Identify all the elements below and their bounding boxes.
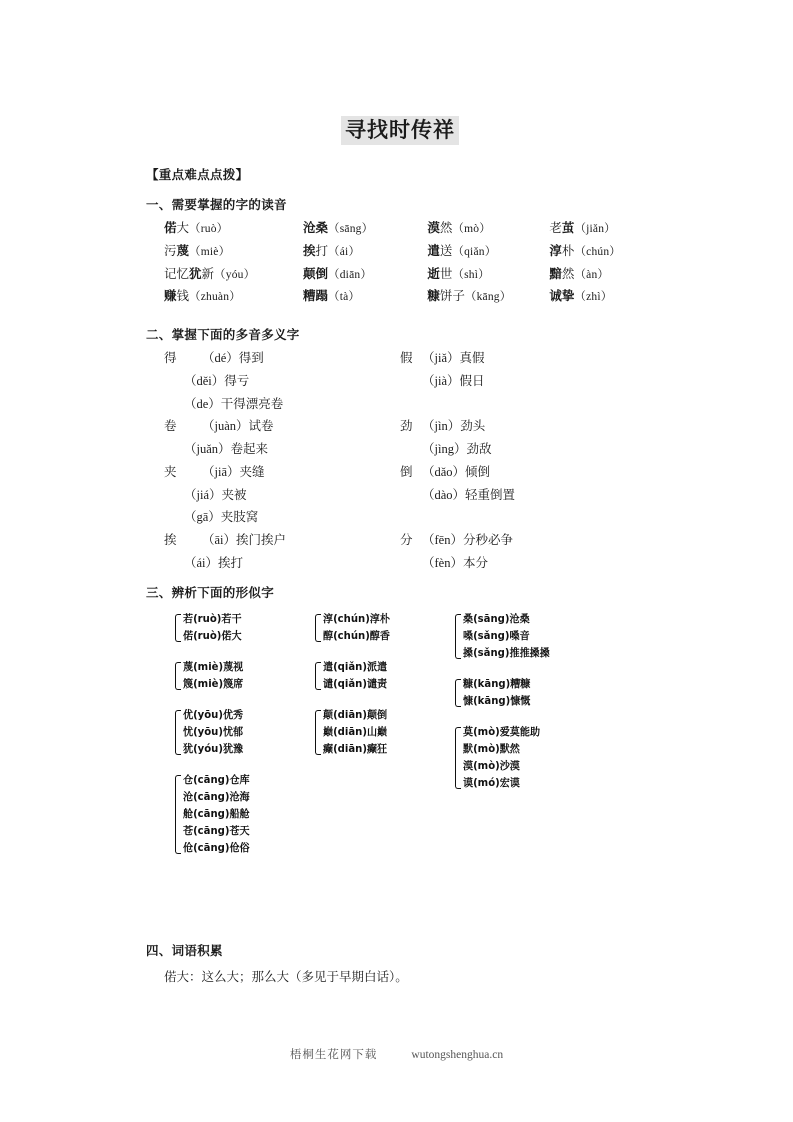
- polyphone-reading: （juǎn）卷起来: [184, 442, 269, 457]
- polyphone-left: [146, 352, 400, 366]
- section-2-heading: 二、掌握下面的多音多义字: [146, 328, 300, 343]
- word-key-character: 偌: [164, 221, 177, 236]
- polyphone-left: [146, 489, 400, 503]
- pinyin-text: （qiǎn）: [452, 245, 497, 258]
- word-suffix: 送: [439, 243, 453, 258]
- similar-character-group: [174, 659, 316, 693]
- pronunciation-cell: [427, 245, 549, 268]
- pronunciation-table: [146, 222, 654, 313]
- table-row: [146, 222, 654, 245]
- bracket-heading: 【重点难点点拨】: [146, 168, 249, 183]
- polyphone-reading: （jìng）劲敌: [422, 442, 492, 457]
- vocabulary-entry: 偌大：这么大；那么大（多见于早期白话）。: [164, 969, 408, 984]
- similar-character-group: [174, 707, 316, 758]
- table-row: [146, 245, 654, 268]
- pronunciation-cell: [427, 268, 549, 291]
- polyphone-reading: （jiǎ）真假: [422, 351, 485, 366]
- polyphone-right: [400, 489, 515, 503]
- polyphone-reading: （gā）夹肢窝: [184, 510, 259, 525]
- polyphone-row: [146, 511, 654, 525]
- polyphone-row: [146, 375, 654, 389]
- similar-character-line: 巅(diān)山巅: [323, 725, 388, 738]
- polyphone-row: [146, 534, 654, 548]
- similar-character-line: 舱(cāng)船舱: [183, 807, 250, 820]
- similar-character-line: 默(mò)默然: [463, 742, 520, 755]
- polyphone-row: [146, 466, 654, 480]
- similar-character-line: 嗓(sǎng)嗓音: [463, 629, 530, 642]
- pinyin-text: （àn）: [574, 268, 610, 281]
- section-4-heading: 四、词语积累: [146, 943, 223, 958]
- word-suffix: 钱: [176, 289, 190, 304]
- polyphone-head-character: 夹: [164, 464, 177, 479]
- polyphone-group: [146, 420, 654, 457]
- word-key-character: 犹: [189, 266, 202, 281]
- polyphone-row: [146, 352, 654, 366]
- pinyin-text: （sāng）: [328, 223, 374, 236]
- pronunciation-cell: [146, 268, 303, 291]
- pronunciation-cell: [303, 222, 427, 245]
- pronunciation-cell: [549, 245, 654, 268]
- word-suffix: 打: [315, 243, 329, 258]
- word-key-character: 淳: [549, 243, 562, 258]
- pronunciation-cell: [146, 245, 303, 268]
- word-key-character: 挨: [303, 243, 316, 258]
- word-suffix: 新: [201, 266, 215, 281]
- word-prefix: 记忆: [164, 266, 190, 281]
- word-key-character: 诚挚: [549, 289, 575, 304]
- polyphone-reading: （děi）得亏: [184, 373, 250, 388]
- similar-column-1: [174, 611, 316, 871]
- polyphone-group: [146, 352, 654, 411]
- word-suffix: 大: [176, 221, 190, 236]
- word-suffix: 然: [439, 221, 453, 236]
- similar-character-group: [174, 772, 316, 857]
- similar-character-line: 优(yōu)优秀: [183, 708, 244, 721]
- similar-character-line: 偌(ruò)偌大: [183, 629, 242, 642]
- pinyin-text: （mò）: [452, 223, 491, 236]
- pronunciation-cell: [549, 268, 654, 291]
- pinyin-text: （ruò）: [189, 223, 229, 236]
- pinyin-text: （jiǎn）: [574, 223, 616, 236]
- similar-character-line: 颠(diān)颠倒: [323, 708, 388, 721]
- polyphone-head-character: 假: [400, 351, 413, 366]
- similar-character-group: [174, 611, 316, 645]
- polyphone-reading: （ái）挨打: [184, 555, 244, 570]
- polyphone-head-character: 倒: [400, 464, 413, 479]
- word-key-character: 糠: [427, 289, 440, 304]
- polyphone-right: [400, 398, 422, 412]
- polyphone-reading: （fèn）本分: [422, 555, 488, 570]
- pronunciation-cell: [303, 268, 427, 291]
- footer-url[interactable]: wutongshenghua.cn: [411, 1049, 504, 1061]
- pronunciation-cell: [303, 245, 427, 268]
- pinyin-text: （miè）: [189, 245, 231, 258]
- similar-column-2: [314, 611, 454, 772]
- polyphone-right: [400, 443, 491, 457]
- polyphone-right: [400, 420, 485, 434]
- word-key-character: 黯: [549, 266, 562, 281]
- table-row: [146, 290, 654, 313]
- document-content: [146, 118, 654, 986]
- pinyin-text: （diān）: [328, 268, 373, 281]
- word-suffix: 朴: [561, 243, 575, 258]
- similar-character-line: 篾(miè)篾席: [183, 677, 244, 690]
- similar-character-group: [314, 707, 454, 758]
- word-key-character: 赚: [164, 289, 177, 304]
- polyphone-reading: （āi）挨门挨户: [202, 533, 287, 548]
- similar-character-line: 糠(kāng)糟糠: [463, 677, 531, 690]
- polyphone-reading: （jiá）夹被: [184, 487, 247, 502]
- word-key-character: 沧桑: [303, 221, 329, 236]
- similar-characters-area: [146, 611, 654, 929]
- polyphone-head-character: 得: [164, 351, 177, 366]
- polyphone-row: [146, 420, 654, 434]
- word-suffix: 饼子: [439, 289, 465, 304]
- polyphone-reading: （dé）得到: [202, 351, 264, 366]
- page-footer: [0, 1046, 793, 1062]
- similar-character-group: [454, 724, 614, 792]
- polyphone-reading: （jià）假日: [422, 373, 485, 388]
- polyphone-reading: （jiā）夹缝: [202, 464, 265, 479]
- polyphone-group: [146, 466, 654, 525]
- similar-character-line: 遣(qiǎn)派遣: [323, 660, 388, 673]
- similar-character-group: [314, 611, 454, 645]
- pronunciation-table-body: [146, 222, 654, 313]
- similar-character-line: 若(ruò)若干: [183, 612, 242, 625]
- word-key-character: 颠倒: [303, 266, 329, 281]
- polyphone-groups: [146, 352, 654, 571]
- pinyin-text: （kāng）: [464, 291, 512, 304]
- polyphone-right: [400, 352, 485, 366]
- similar-character-line: 癫(diān)癫狂: [323, 742, 388, 755]
- polyphone-reading: （de）干得漂亮卷: [184, 396, 284, 411]
- similar-character-group: [454, 676, 614, 710]
- word-key-character: 糟蹋: [303, 289, 329, 304]
- vocabulary-list: [146, 968, 654, 987]
- polyphone-reading: （jìn）劲头: [422, 419, 486, 434]
- similar-character-line: 搡(sǎng)推推搡搡: [463, 646, 550, 659]
- polyphone-left: [146, 511, 400, 525]
- pinyin-text: （shì）: [452, 268, 490, 281]
- word-key-character: 遣: [427, 243, 440, 258]
- similar-character-line: 犹(yóu)犹豫: [183, 742, 244, 755]
- word-suffix: 然: [561, 266, 575, 281]
- polyphone-group: [146, 534, 654, 571]
- pinyin-text: （ái）: [328, 245, 361, 258]
- similar-character-line: 漠(mò)沙漠: [463, 759, 520, 772]
- section-3-heading: 三、辨析下面的形似字: [146, 585, 275, 600]
- polyphone-reading: （dǎo）倾倒: [422, 464, 491, 479]
- polyphone-left: [146, 443, 400, 457]
- similar-character-group: [454, 611, 614, 662]
- polyphone-head-character: 分: [400, 533, 413, 548]
- pinyin-text: （yóu）: [214, 268, 256, 281]
- polyphone-left: [146, 534, 400, 548]
- similar-character-line: 慷(kāng)慷慨: [463, 694, 531, 707]
- similar-character-line: 忧(yōu)忧郁: [183, 725, 244, 738]
- word-key-character: 茧: [561, 221, 575, 236]
- footer-site-name: 梧桐生花网下载: [289, 1049, 378, 1061]
- pinyin-text: （chún）: [574, 245, 621, 258]
- page-title: [146, 118, 654, 143]
- similar-character-line: 伧(cāng)伧俗: [183, 841, 250, 854]
- pinyin-text: （zhì）: [574, 291, 613, 304]
- polyphone-left: [146, 420, 400, 434]
- polyphone-reading: （fēn）分秒必争: [422, 533, 513, 548]
- polyphone-left: [146, 466, 400, 480]
- polyphone-head-character: 劲: [400, 419, 413, 434]
- polyphone-left: [146, 375, 400, 389]
- similar-character-line: 仓(cāng)仓库: [183, 773, 250, 786]
- pronunciation-cell: [549, 290, 654, 313]
- polyphone-row: [146, 489, 654, 503]
- polyphone-row: [146, 398, 654, 412]
- word-prefix: 老: [549, 221, 562, 236]
- similar-character-line: 醇(chún)醇香: [323, 629, 390, 642]
- similar-character-line: 蔑(miè)蔑视: [183, 660, 244, 673]
- similar-character-line: 桑(sāng)沧桑: [463, 612, 530, 625]
- pronunciation-cell: [303, 290, 427, 313]
- pinyin-text: （tà）: [328, 291, 361, 304]
- pronunciation-cell: [549, 222, 654, 245]
- similar-character-group: [314, 659, 454, 693]
- similar-character-line: 苍(cāng)苍天: [183, 824, 250, 837]
- polyphone-right: [400, 511, 422, 525]
- word-key-character: 漠: [427, 221, 440, 236]
- word-prefix: 污: [164, 243, 177, 258]
- polyphone-right: [400, 534, 513, 548]
- word-suffix: 世: [439, 266, 453, 281]
- polyphone-right: [400, 375, 485, 389]
- similar-character-line: 淳(chún)淳朴: [323, 612, 390, 625]
- polyphone-reading: （juàn）试卷: [202, 419, 274, 434]
- polyphone-left: [146, 557, 400, 571]
- polyphone-head-character: 挨: [164, 533, 177, 548]
- pronunciation-cell: [146, 290, 303, 313]
- section-1-heading: 一、需要掌握的字的读音: [146, 198, 287, 213]
- polyphone-head-character: 卷: [164, 419, 177, 434]
- page-title-text: 寻找时传祥: [341, 116, 459, 145]
- pinyin-text: （zhuàn）: [189, 291, 241, 304]
- pronunciation-cell: [146, 222, 303, 245]
- polyphone-row: [146, 557, 654, 571]
- pronunciation-cell: [427, 290, 549, 313]
- polyphone-left: [146, 398, 400, 412]
- polyphone-reading: （dào）轻重倒置: [422, 487, 516, 502]
- table-row: [146, 268, 654, 291]
- polyphone-right: [400, 557, 488, 571]
- word-key-character: 蔑: [176, 243, 190, 258]
- word-key-character: 逝: [427, 266, 440, 281]
- similar-character-line: 莫(mò)爱莫能助: [463, 725, 541, 738]
- similar-character-line: 沧(cāng)沧海: [183, 790, 250, 803]
- similar-character-line: 谴(qiǎn)谴责: [323, 677, 388, 690]
- polyphone-row: [146, 443, 654, 457]
- pronunciation-cell: [427, 222, 549, 245]
- polyphone-right: [400, 466, 490, 480]
- similar-character-line: 谟(mó)宏谟: [463, 776, 520, 789]
- similar-column-3: [454, 611, 614, 806]
